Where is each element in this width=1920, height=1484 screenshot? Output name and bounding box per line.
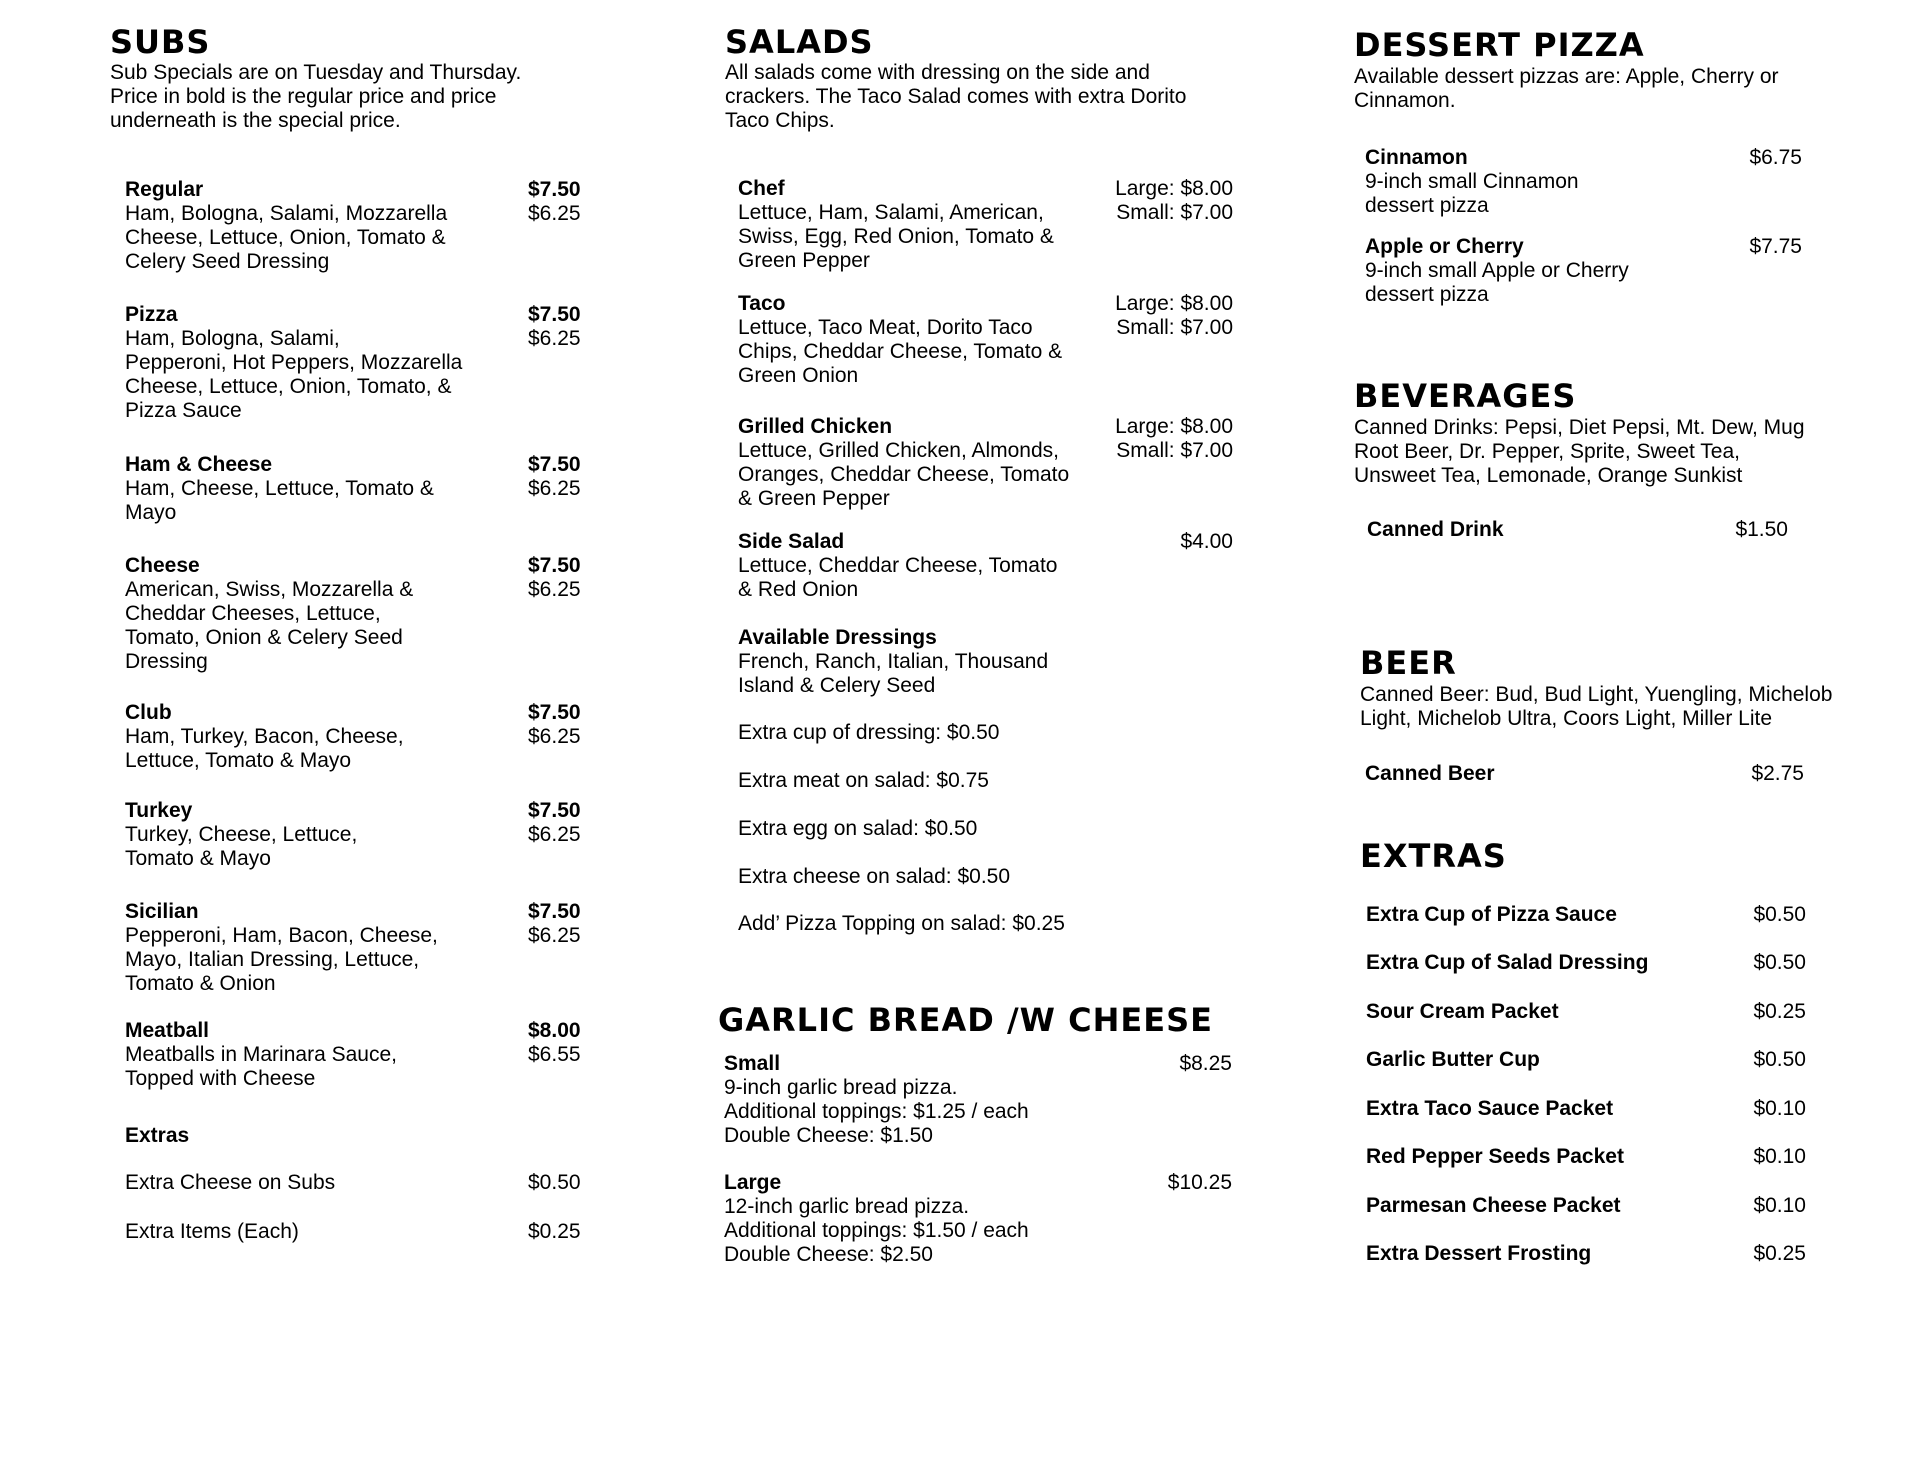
sub-item-name: Regular <box>125 178 204 201</box>
sub-item-desc: Mayo <box>125 501 177 524</box>
salad-item-desc: Lettuce, Grilled Chicken, Almonds, <box>738 439 1059 462</box>
sub-item-desc: Celery Seed Dressing <box>125 250 330 273</box>
dessert-intro-line: Cinnamon. <box>1354 89 1456 112</box>
salads-intro <box>725 61 1285 133</box>
sub-item-desc: Ham, Cheese, Lettuce, Tomato & <box>125 477 434 500</box>
salad-large-price: Large: $8.00 <box>1115 292 1233 315</box>
subs-intro <box>110 61 670 133</box>
sub-item-desc: American, Swiss, Mozzarella & <box>125 578 414 601</box>
sub-special-price: $6.25 <box>528 725 581 748</box>
sub-item-desc: Dressing <box>125 650 208 673</box>
garlic-bread-item-desc: Double Cheese: $1.50 <box>724 1124 933 1147</box>
dessert-item-desc: 9-inch small Cinnamon <box>1365 170 1579 193</box>
salads-intro-line: Taco Chips. <box>725 109 835 132</box>
sub-item-prices <box>528 900 581 948</box>
garlic-bread-price: $8.25 <box>1179 1052 1232 1075</box>
sub-item-prices <box>528 453 581 501</box>
subs-intro-line: Sub Specials are on Tuesday and Thursday. <box>110 61 522 84</box>
sub-item-prices <box>528 178 581 226</box>
garlic-bread-item-desc: Additional toppings: $1.25 / each <box>724 1100 1029 1123</box>
sub-regular-price: $7.50 <box>528 178 581 201</box>
sub-item-name: Turkey <box>125 799 193 822</box>
extras-item-name: Extra Cup of Salad Dressing <box>1366 951 1649 974</box>
sub-item-prices <box>528 701 581 749</box>
salad-item-desc: Green Pepper <box>738 249 870 272</box>
beverages-intro <box>1354 416 1894 488</box>
salad-item-desc: Oranges, Cheddar Cheese, Tomato <box>738 463 1070 486</box>
sub-regular-price: $7.50 <box>528 900 581 923</box>
dessert-item-name: Apple or Cherry <box>1365 235 1524 258</box>
salad-extra: Extra cheese on salad: $0.50 <box>738 865 1011 888</box>
garlic-bread-item-desc: Additional toppings: $1.50 / each <box>724 1219 1029 1242</box>
subs-intro-line: Price in bold is the regular price and price <box>110 85 497 108</box>
sub-item-name: Pizza <box>125 303 178 326</box>
sub-item-name: Meatball <box>125 1019 210 1042</box>
salad-large-price: Large: $8.00 <box>1115 177 1233 200</box>
sub-item-desc: Pepperoni, Ham, Bacon, Cheese, <box>125 924 438 947</box>
sub-item <box>125 701 404 773</box>
sub-item-desc: Tomato, Onion & Celery Seed <box>125 626 403 649</box>
sub-regular-price: $8.00 <box>528 1019 581 1042</box>
beverages-title: BEVERAGES <box>1354 377 1577 415</box>
sub-item <box>125 303 462 423</box>
beer-intro-line: Light, Michelob Ultra, Coors Light, Miller Lite <box>1360 707 1773 730</box>
salad-item-name: Grilled Chicken <box>738 415 893 438</box>
garlic-bread-title: GARLIC BREAD /W CHEESE <box>718 1001 1213 1039</box>
sub-item-desc: Topped with Cheese <box>125 1067 316 1090</box>
salad-item <box>738 530 1057 602</box>
salad-extra: Extra cup of dressing: $0.50 <box>738 721 1000 744</box>
extras-item-price: $0.50 <box>1753 1048 1806 1071</box>
beer-intro <box>1360 683 1900 731</box>
salad-item-desc: Lettuce, Ham, Salami, American, <box>738 201 1044 224</box>
salads-intro-line: All salads come with dressing on the side and <box>725 61 1150 84</box>
beverages-intro-line: Root Beer, Dr. Pepper, Sprite, Sweet Tea, <box>1354 440 1740 463</box>
extras-item-price: $0.25 <box>1753 1242 1806 1265</box>
salad-item-desc: & Red Onion <box>738 578 859 601</box>
sub-special-price: $6.25 <box>528 477 581 500</box>
salad-item-name: Taco <box>738 292 786 315</box>
salad-item <box>738 177 1054 273</box>
dessert-item-price: $7.75 <box>1749 235 1802 258</box>
sub-item-desc: Mayo, Italian Dressing, Lettuce, <box>125 948 420 971</box>
salad-item <box>738 292 1062 388</box>
garlic-bread-item-desc: 9-inch garlic bread pizza. <box>724 1076 958 1099</box>
dessert-pizza-title: DESSERT PIZZA <box>1354 26 1645 64</box>
salad-item-price: $4.00 <box>1180 530 1233 553</box>
sub-item-name: Cheese <box>125 554 200 577</box>
sub-item-desc: Meatballs in Marinara Sauce, <box>125 1043 397 1066</box>
sub-item <box>125 554 413 674</box>
salad-small-price: Small: $7.00 <box>1116 439 1233 462</box>
salad-item <box>738 415 1069 511</box>
dressings-list: Island & Celery Seed <box>738 674 936 697</box>
dessert-pizza-intro <box>1354 65 1894 113</box>
subs-extra-price: $0.50 <box>528 1171 581 1194</box>
sub-item-desc: Cheese, Lettuce, Onion, Tomato, & <box>125 375 452 398</box>
beverage-item-price: $1.50 <box>1735 518 1788 541</box>
dressings-list: French, Ranch, Italian, Thousand <box>738 650 1049 673</box>
salads-intro-line: crackers. The Taco Salad comes with extra Dorito <box>725 85 1187 108</box>
salad-extra: Add’ Pizza Topping on salad: $0.25 <box>738 912 1065 935</box>
salad-item-desc: Chips, Cheddar Cheese, Tomato & <box>738 340 1063 363</box>
dressings-heading: Available Dressings <box>738 626 937 649</box>
salad-item-desc: & Green Pepper <box>738 487 890 510</box>
sub-item-prices <box>528 303 581 351</box>
sub-item-desc: Ham, Bologna, Salami, <box>125 327 340 350</box>
subs-title: SUBS <box>110 23 211 61</box>
subs-extra-label: Extra Cheese on Subs <box>125 1171 336 1194</box>
sub-item-prices <box>528 1019 581 1067</box>
beverage-item-name: Canned Drink <box>1367 518 1504 541</box>
sub-item-desc: Pizza Sauce <box>125 399 242 422</box>
salad-item-name: Chef <box>738 177 785 200</box>
sub-special-price: $6.55 <box>528 1043 581 1066</box>
garlic-bread-item-name: Small <box>724 1052 781 1075</box>
dessert-item-desc: dessert pizza <box>1365 194 1489 217</box>
sub-special-price: $6.25 <box>528 924 581 947</box>
sub-special-price: $6.25 <box>528 202 581 225</box>
sub-regular-price: $7.50 <box>528 701 581 724</box>
extras-title: EXTRAS <box>1360 837 1507 875</box>
extras-item-name: Parmesan Cheese Packet <box>1366 1194 1621 1217</box>
extras-item-name: Extra Taco Sauce Packet <box>1366 1097 1614 1120</box>
dessert-item-desc: dessert pizza <box>1365 283 1489 306</box>
sub-item-name: Club <box>125 701 172 724</box>
dessert-item <box>1365 146 1579 218</box>
salad-dressings <box>738 626 1048 698</box>
garlic-bread-item <box>724 1171 1029 1267</box>
sub-item-desc: Turkey, Cheese, Lettuce, <box>125 823 358 846</box>
extras-item-name: Red Pepper Seeds Packet <box>1366 1145 1624 1168</box>
extras-item-price: $0.10 <box>1753 1194 1806 1217</box>
extras-item-price: $0.10 <box>1753 1097 1806 1120</box>
sub-item-prices <box>528 554 581 602</box>
sub-item <box>125 178 447 274</box>
subs-extras-heading: Extras <box>125 1124 190 1147</box>
extras-item-price: $0.25 <box>1753 1000 1806 1023</box>
sub-special-price: $6.25 <box>528 578 581 601</box>
salad-item-desc: Green Onion <box>738 364 859 387</box>
salad-item-desc: Lettuce, Taco Meat, Dorito Taco <box>738 316 1033 339</box>
garlic-bread-item-desc: Double Cheese: $2.50 <box>724 1243 933 1266</box>
salad-item-prices <box>1115 292 1233 340</box>
dessert-item-name: Cinnamon <box>1365 146 1468 169</box>
salad-small-price: Small: $7.00 <box>1116 201 1233 224</box>
beer-item-price: $2.75 <box>1751 762 1804 785</box>
sub-item-desc: Pepperoni, Hot Peppers, Mozzarella <box>125 351 463 374</box>
extras-item-name: Garlic Butter Cup <box>1366 1048 1540 1071</box>
sub-regular-price: $7.50 <box>528 453 581 476</box>
salad-large-price: Large: $8.00 <box>1115 415 1233 438</box>
salad-item-desc: Swiss, Egg, Red Onion, Tomato & <box>738 225 1054 248</box>
extras-item-name: Extra Dessert Frosting <box>1366 1242 1592 1265</box>
salad-small-price: Small: $7.00 <box>1116 316 1233 339</box>
garlic-bread-item-name: Large <box>724 1171 782 1194</box>
beer-item-name: Canned Beer <box>1365 762 1495 785</box>
extras-item-price: $0.50 <box>1753 951 1806 974</box>
salad-extra: Extra meat on salad: $0.75 <box>738 769 989 792</box>
salad-item-prices <box>1115 177 1233 225</box>
salad-item-desc: Lettuce, Cheddar Cheese, Tomato <box>738 554 1058 577</box>
sub-item-name: Sicilian <box>125 900 199 923</box>
dessert-intro-line: Available dessert pizzas are: Apple, Cherry or <box>1354 65 1779 88</box>
sub-item <box>125 900 438 996</box>
sub-item-desc: Ham, Turkey, Bacon, Cheese, <box>125 725 404 748</box>
sub-regular-price: $7.50 <box>528 303 581 326</box>
garlic-bread-item <box>724 1052 1029 1148</box>
sub-item-name: Ham & Cheese <box>125 453 273 476</box>
sub-item-desc: Cheddar Cheeses, Lettuce, <box>125 602 381 625</box>
beer-title: BEER <box>1360 644 1457 682</box>
salads-title: SALADS <box>725 23 874 61</box>
extras-item-price: $0.50 <box>1753 903 1806 926</box>
sub-item-desc: Cheese, Lettuce, Onion, Tomato & <box>125 226 446 249</box>
sub-item <box>125 453 434 525</box>
salad-item-name: Side Salad <box>738 530 845 553</box>
extras-item-name: Sour Cream Packet <box>1366 1000 1559 1023</box>
garlic-bread-price: $10.25 <box>1167 1171 1232 1194</box>
sub-special-price: $6.25 <box>528 823 581 846</box>
sub-regular-price: $7.50 <box>528 799 581 822</box>
dessert-item <box>1365 235 1629 307</box>
sub-item-desc: Tomato & Mayo <box>125 847 271 870</box>
sub-item <box>125 799 357 871</box>
subs-intro-line: underneath is the special price. <box>110 109 401 132</box>
sub-item-desc: Lettuce, Tomato & Mayo <box>125 749 352 772</box>
beverages-intro-line: Unsweet Tea, Lemonade, Orange Sunkist <box>1354 464 1743 487</box>
sub-item <box>125 1019 397 1091</box>
sub-item-desc: Tomato & Onion <box>125 972 276 995</box>
salad-extra: Extra egg on salad: $0.50 <box>738 817 978 840</box>
dessert-item-desc: 9-inch small Apple or Cherry <box>1365 259 1629 282</box>
sub-item-desc: Ham, Bologna, Salami, Mozzarella <box>125 202 448 225</box>
sub-item-prices <box>528 799 581 847</box>
beer-intro-line: Canned Beer: Bud, Bud Light, Yuengling, Michelob <box>1360 683 1833 706</box>
sub-special-price: $6.25 <box>528 327 581 350</box>
sub-regular-price: $7.50 <box>528 554 581 577</box>
extras-item-name: Extra Cup of Pizza Sauce <box>1366 903 1617 926</box>
subs-extra-price: $0.25 <box>528 1220 581 1243</box>
beverages-intro-line: Canned Drinks: Pepsi, Diet Pepsi, Mt. Dew, Mug <box>1354 416 1805 439</box>
salad-item-prices <box>1115 415 1233 463</box>
dessert-item-price: $6.75 <box>1749 146 1802 169</box>
extras-item-price: $0.10 <box>1753 1145 1806 1168</box>
garlic-bread-item-desc: 12-inch garlic bread pizza. <box>724 1195 970 1218</box>
subs-extra-label: Extra Items (Each) <box>125 1220 299 1243</box>
